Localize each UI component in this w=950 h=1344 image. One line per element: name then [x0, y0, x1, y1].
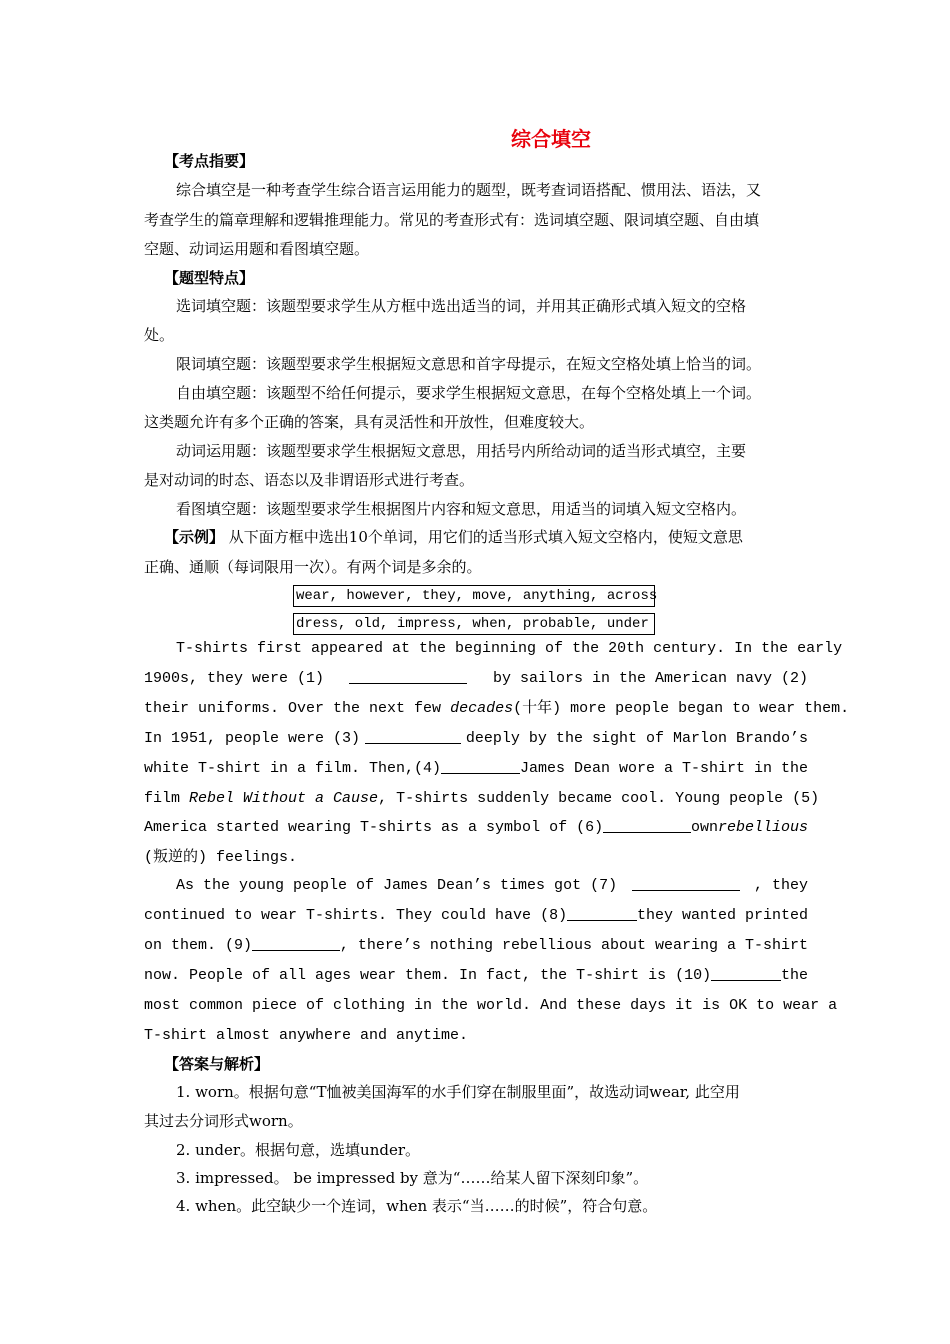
passage-line: T-shirt almost anywhere and anytime.: [144, 1027, 469, 1044]
answer-line: 4. when。此空缺少一个连词，when 表示“当……的时候”，符合句意。: [176, 1197, 658, 1215]
passage-text: deeply by the sight of Marlon Brando’s: [465, 730, 808, 747]
paragraph-line: 选词填空题：该题型要求学生从方框中选出适当的词，并用其正确形式填入短文的空格: [176, 297, 747, 315]
passage-text: film: [144, 790, 181, 807]
blank-8: [567, 906, 637, 921]
passage-text: continued to wear T-shirts. They could have (8): [144, 907, 568, 924]
section-heading-example: 【示例】: [164, 528, 225, 546]
passage-text: the: [780, 967, 808, 984]
passage-line: [144, 936, 808, 956]
passage-text: their uniforms. Over the next few: [144, 700, 442, 717]
passage-text: America started wearing T-shirts as a symbol of (6): [144, 819, 604, 836]
paragraph-line: 动词运用题：该题型要求学生根据短文意思，用括号内所给动词的适当形式填空，主要: [176, 442, 747, 460]
paragraph-line: 空题、动词运用题和看图填空题。: [144, 240, 370, 258]
paragraph-line: 处。: [144, 326, 175, 344]
example-instruction-line2: 正确、通顺（每词限用一次）。有两个词是多余的。: [144, 558, 482, 576]
passage-text: As the young people of James Dean’s times got (7): [176, 877, 618, 894]
passage-line: most common piece of clothing in the world. And these days it is OK to wear a: [144, 997, 838, 1014]
passage-italic-word: rebellious: [717, 819, 808, 836]
passage-line: [144, 789, 820, 809]
passage-text: they wanted printed: [636, 907, 808, 924]
passage-italic-word: decades: [450, 700, 514, 717]
passage-line: T-shirts first appeared at the beginning of the 20th century. In the early: [176, 640, 843, 657]
example-instruction: [164, 527, 828, 547]
answer-line: 1. worn。根据句意“T恤被美国海军的水手们穿在制服里面”，故选动词wear, 此空用: [176, 1083, 740, 1101]
example-instruction-text: 从下面方框中选出10个单词，用它们的适当形式填入短文空格内，使短文意思: [224, 528, 743, 546]
blank-3: [365, 729, 461, 744]
blank-9: [252, 936, 340, 951]
passage-text: , T-shirts suddenly became cool. Young people (5): [378, 790, 820, 807]
passage-line: [144, 759, 808, 779]
passage-text: , they: [753, 877, 808, 894]
paragraph-line: 考查学生的篇章理解和逻辑推理能力。常见的考查形式有：选词填空题、限词填空题、自由填: [144, 211, 760, 229]
passage-text: now. People of all ages wear them. In fact, the T-shirt is (10): [144, 967, 712, 984]
blank-10: [711, 966, 781, 981]
paragraph-line: 限词填空题：该题型要求学生根据短文意思和首字母提示，在短文空格处填上恰当的词。: [176, 355, 762, 373]
passage-text: In 1951, people were (3): [144, 730, 361, 747]
passage-line: [144, 729, 808, 749]
passage-line: [176, 876, 808, 896]
passage-text: , there’s nothing rebellious about wearing a T-shirt: [339, 937, 808, 954]
passage-text: James Dean wore a T-shirt in the: [519, 760, 808, 777]
blank-7: [632, 876, 740, 891]
blank-6: [603, 818, 691, 833]
paragraph-line: 是对动词的时态、语态以及非谓语形式进行考查。: [144, 471, 475, 489]
passage-text: 1900s, they were (1): [144, 670, 325, 687]
passage-line: [144, 966, 808, 986]
passage-text: white T-shirt in a film. Then,(4): [144, 760, 442, 777]
passage-text: on them. (9): [144, 937, 253, 954]
film-title: Rebel Without a Cause: [189, 790, 379, 807]
section-heading-tixing: 【题型特点】: [164, 269, 255, 287]
passage-text: by sailors in the American navy (2): [492, 670, 808, 687]
section-heading-answers: 【答案与解析】: [164, 1055, 270, 1073]
blank-1: [349, 669, 467, 684]
paragraph-line: 自由填空题：该题型不给任何提示，要求学生根据短文意思，在每个空格处填上一个词。: [176, 384, 762, 402]
word-box-row-1: wear, however, they, move, anything, across: [293, 585, 655, 607]
blank-4: [441, 759, 520, 774]
paragraph-line: 看图填空题：该题型要求学生根据图片内容和短文意思，用适当的词填入短文空格内。: [176, 500, 747, 518]
passage-line: [144, 669, 808, 689]
paragraph-line: 综合填空是一种考查学生综合语言运用能力的题型，既考查词语搭配、惯用法、语法，又: [176, 181, 762, 199]
passage-line: [144, 818, 808, 838]
page-title: 综合填空: [511, 127, 591, 151]
answer-line: 3. impressed。 be impressed by 意为“……给某人留下深刻印象”。: [176, 1169, 649, 1187]
passage-line: (叛逆的) feelings.: [144, 849, 298, 866]
passage-line: [144, 906, 808, 926]
passage-text: (十年) more people began to wear them.: [513, 700, 850, 717]
passage-line: [144, 699, 850, 719]
passage-text: own: [690, 819, 718, 836]
section-heading-kaodian: 【考点指要】: [164, 152, 255, 170]
paragraph-line: 这类题允许有多个正确的答案，具有灵活性和开放性，但难度较大。: [144, 413, 595, 431]
word-box-row-2: dress, old, impress, when, probable, under: [293, 613, 655, 635]
answer-line: 其过去分词形式worn。: [144, 1112, 303, 1130]
answer-line: 2. under。根据句意，选填under。: [176, 1141, 421, 1159]
